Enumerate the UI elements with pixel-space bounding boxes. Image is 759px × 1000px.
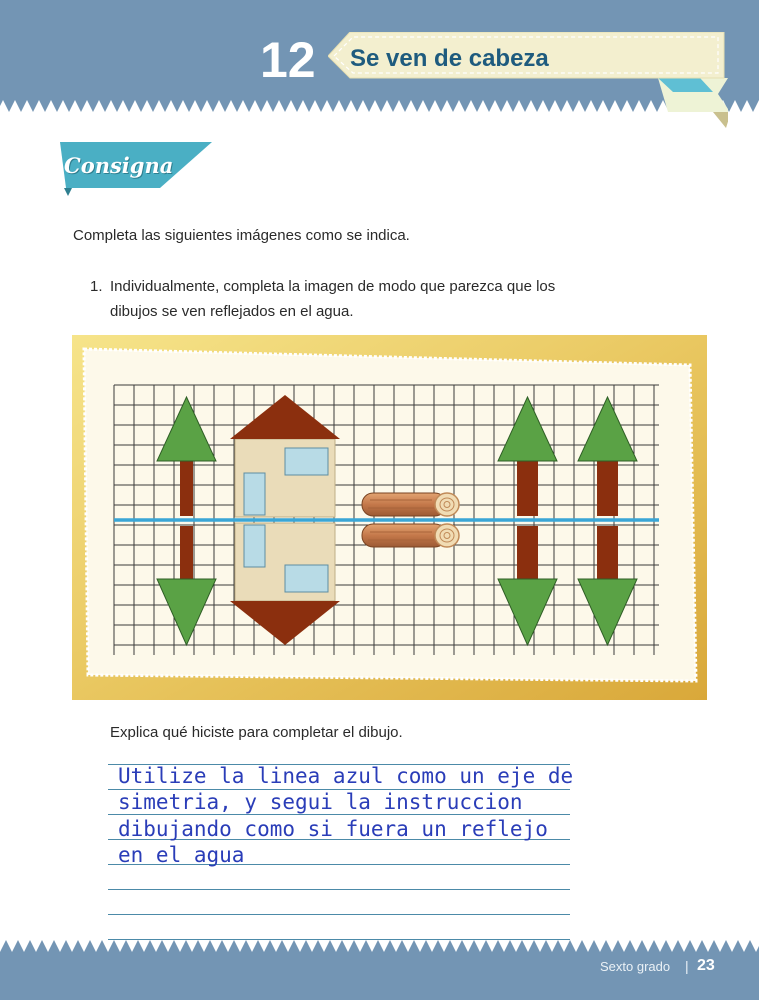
lesson-number: 12	[260, 32, 316, 88]
consigna-label: Consigna	[64, 153, 174, 178]
page-number: 23	[697, 957, 715, 974]
answer-rule	[108, 914, 570, 915]
log-reflection-icon	[362, 524, 459, 547]
footer-separator: |	[685, 958, 689, 974]
answer-handwriting-line-4: en el agua	[118, 843, 245, 867]
lesson-title: Se ven de cabeza	[350, 45, 549, 72]
item-text: Individualmente, completa la imagen de modo que parezca que los dibujos se ven reflejados en el agua.	[110, 278, 556, 320]
answer-handwriting-line-3: dibujando como si fuera un reflejo	[118, 817, 548, 841]
item-number: 1.	[90, 278, 103, 295]
explain-prompt: Explica qué hiciste para completar el dibujo.	[110, 724, 403, 741]
answer-rule	[108, 889, 570, 890]
log-icon	[362, 493, 459, 516]
reflection-figure	[72, 335, 707, 700]
instruction-text: Completa las siguientes imágenes como se indica.	[73, 227, 410, 244]
answer-handwriting-line-2: simetria, y segui la instruccion	[118, 790, 523, 814]
footer-grade: Sexto grado	[600, 959, 671, 974]
answer-handwriting-line-1: Utilize la linea azul como un eje de	[118, 764, 574, 788]
answer-rule	[108, 814, 570, 815]
